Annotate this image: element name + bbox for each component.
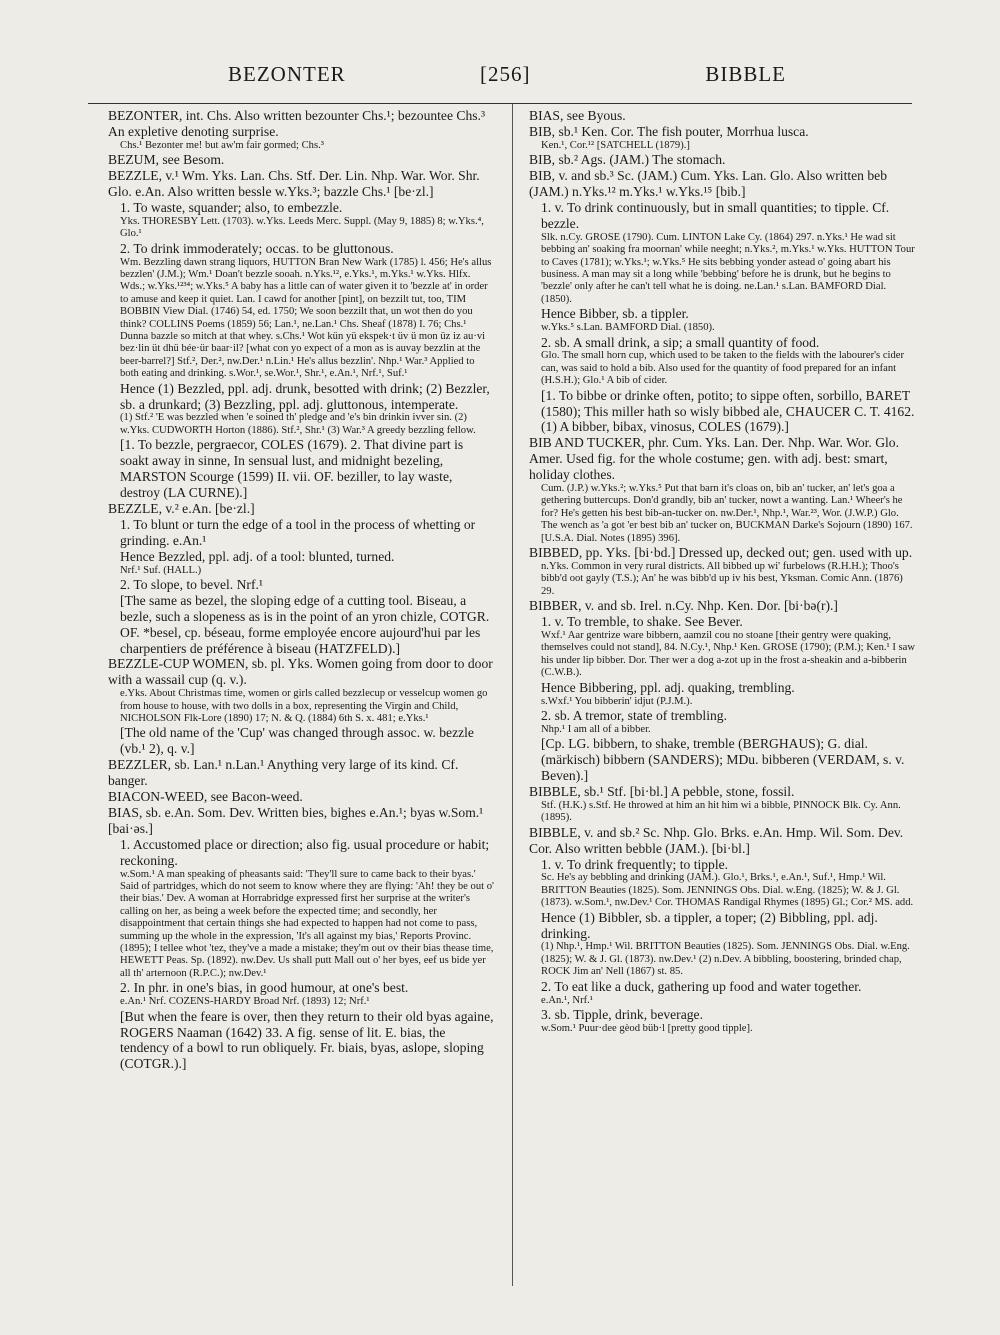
citation-block: e.An.¹ Nrf. COZENS-HARDY Broad Nrf. (1893) 12; Nrf.¹ [120, 996, 370, 1008]
citation-block: Cum. (J.P.) w.Yks.²; w.Yks.⁵ Put that barn it's cloas on, bib an' tucker, an' let's goa a gethering buttercups. Don'd grandly, bib an' tucker, nowt a wanting. Lan.¹ Wheer's he for? He's getten his best bib-an-tucker on. nw.Der.¹, Nhp.¹, War.²³, Wor. (J.W.P.) Glo. The wench as 'a got 'er best bib an' tucker on, BUCKMAN Darke's Sojourn (1890) 167. [U.S.A. Dial. Notes (1895) 396]. [541, 483, 913, 544]
citation-block: w.Yks.⁵ s.Lan. BAMFORD Dial. (1850). [541, 322, 715, 334]
right-column [529, 108, 915, 1035]
citation-block: Yks. THORESBY Lett. (1703). w.Yks. Leeds Merc. Suppl. (May 9, 1885) 8; w.Yks.⁴, Glo.¹ [120, 215, 484, 240]
left-column [108, 108, 494, 1072]
etymology-note: [The same as bezel, the sloping edge of a cutting tool. Biseau, a bezle, such a slopeness as is in the point of an yron chizle, COTGR. OF. *besel, cp. béseau, forme employée encore aujourd'hui par les charpentiers de préférence à biseau (HATZFELD).] [120, 592, 490, 656]
citation-block: (1) Nhp.¹, Hmp.¹ Wil. BRITTON Beauties (1825). Som. JENNINGS Obs. Dial. w.Eng. (1825); W. & J. Gl. (1873). nw.Dev.¹ (2) n.Dev. A bibbling, boostering, brinded chap, ROCK Jim an' Nell (1867) st. 85. [541, 941, 910, 978]
header-first-word: BEZONTER [228, 62, 346, 86]
dictionary-entry: BIB AND TUCKER, phr. Cum. Yks. Lan. Der. Nhp. War. Wor. Glo. Amer. Used fig. for the whole costume; gen. with adj. best: smart, holiday clothes. [529, 435, 900, 483]
sense-definition: Hence (1) Bibbler, sb. a tippler, a toper; (2) Bibbling, ppl. adj. drinking. [541, 909, 878, 941]
sense-definition: 2. In phr. in one's bias, in good humour, at one's best. [120, 980, 409, 996]
citation-block: Chs.¹ Bezonter me! but aw'm fair gormed; Chs.³ [120, 139, 324, 151]
citation-block: Wxf.¹ Aar gentrize ware bibbern, aamzil cou no stoane [their gentry were quaking, themselves could not stand], 84. N.Cy.¹, Nhp.¹ Ken. GROSE (1790); (P.M.); Ken.¹ I saw his under lip bibber. Dor. Ther wer a dog a-zot up in the frost a-sheakin and a-bibberin (C.W.B.). [541, 630, 915, 679]
sense-definition: Hence Bibber, sb. a tippler. [541, 306, 689, 322]
etymology-note: [1. To bibbe or drinke often, potito; to sippe often, sorbillo, BARET (1580); This miller hath so wisly bibbed ale, CHAUCER C. T. 4162. (1) A bibber, bibax, vinosus, COLES (1679).] [541, 387, 915, 435]
citation-block: e.An.¹, Nrf.¹ [541, 994, 593, 1006]
citation-block: Wm. Bezzling dawn strang liquors, HUTTON Bran New Wark (1785) l. 456; He's allus bezzlen' (J.M.); Wm.¹ Doan't bezzle sooah. n.Yks.¹², e.Yks.¹, m.Yks.¹ w.Yks. Hlfx. Wds.; w.Yks.¹²³⁴; w.Yks.⁵ A baby has a little can of water given it to 'bezzle at' in order to amuse and keep it quiet. Lan. I cawd for another [pint], on bezzilt tut, too, TIM BOBBIN View Dial. (1746) 54, ed. 1750; We soon bezzilt that, un wot then do you think? COLLINS Poems (1859) 56; Lan.¹, ne.Lan.¹ Chs. Sheaf (1878) I. 76; Chs.¹ Dunna bazzle so mitch at that whey. s.Chs.¹ Wot kün yü ekspek·t üv ü mon üz iz au·vi bez·lin üt dhü bée·ür baar·il? [what con yo expect of a mon as is auvay bezzlin at the beer-barrel?] Stf.², Der.², nw.Der.¹ n.Lin.¹ He's allus bezzlin'. Nhp.¹ War.³ Applied to both eating and drinking. s.Wor.¹, se.Wor.¹, Shr.¹, e.An.¹, Nrf.¹, Suf.¹ [120, 256, 492, 380]
etymology-note: [But when the feare is over, then they return to their old byas againe, ROGERS Naaman (1642) 33. A fig. sense of lit. E. bias, the tendency of a bowl to run obliquely. Fr. biais, byas, aslope, sloping (COTGR.).] [120, 1008, 494, 1072]
dictionary-entry: BIBBLE, sb.¹ Stf. [bi·bl.] A pebble, stone, fossil. [529, 784, 795, 799]
citation-block: Glo. The small horn cup, which used to be taken to the fields with the labourer's cider can, was said to hold a bib. Also used for the quantity of food prepared for an infant (H.S.H.); Glo.¹ A bib of cider. [541, 350, 904, 387]
citation-block: w.Som.¹ A man speaking of pheasants said: 'They'll sure to came back to their byas.' Said of partridges, which do not seem to know where they are flying: 'Ah! they be out o' their bias.' Dev. A woman at Horrabridge expressed first her surprise at the writer's calling on her, as being a week before the expected time; and secondly, her disappointment that certain things she had expected to happen had not come to pass, summing up the whole in the expression, 'It's all against my bias,' Reports Provinc. (1895); I tellee whot 'tez, they've a made a mistake; they'm out ov their bias thease time, HEWETT Peas. Sp. (1892). nw.Dev. Us shall putt Mall out o' her byes, eef us bide yer all th' arternoon (R.P.C.); nw.Dev.¹ [120, 868, 494, 979]
sense-definition: 1. v. To tremble, to shake. See Bever. [541, 614, 743, 630]
sense-definition: 1. To waste, squander; also, to embezzle. [120, 199, 343, 215]
dictionary-entry: BEZZLE-CUP WOMEN, sb. pl. Yks. Women going from door to door with a wassail cup (q. v.). [108, 656, 493, 688]
citation-block: Sc. He's ay bebbling and drinking (JAM.). Glo.¹, Brks.¹, e.An.¹, Suf.¹, Hmp.¹ Wil. BRITTON Beauties (1825). Som. JENNINGS Obs. Dial. w.Eng. (1825); W. & J. Gl. (1873). w.Som.¹, nw.Dev.¹ Cor. THOMAS Randigal Rhymes (1895) Gl.; Cor.² MS. add. [541, 872, 914, 909]
dictionary-entry: BEZZLE, v.¹ Wm. Yks. Lan. Chs. Stf. Der. Lin. Nhp. War. Wor. Shr. Glo. e.An. Also written bessle w.Yks.³; bazzle Chs.¹ [be·zl.] [108, 168, 480, 200]
citation-block: s.Wxf.¹ You bibberin' idjut (P.J.M.). [541, 695, 693, 707]
dictionary-entry: BIB, sb.¹ Ken. Cor. The fish pouter, Morrhua lusca. [529, 123, 809, 139]
header-last-word: BIBBLE [705, 62, 786, 86]
sense-definition: Hence Bibbering, ppl. adj. quaking, trembling. [541, 679, 795, 695]
header-rule [88, 103, 912, 104]
sense-definition: 2. To eat like a duck, gathering up food and water together. [541, 978, 862, 994]
citation-block: Ken.¹, Cor.¹² [SATCHELL (1879).] [541, 139, 690, 151]
sense-definition: 3. sb. Tipple, drink, beverage. [541, 1007, 703, 1022]
dictionary-entry: BEZONTER, int. Chs. Also written bezounter Chs.¹; bezountee Chs.³ An expletive denoting surprise. [108, 108, 486, 139]
etymology-note: [1. To bezzle, pergraecor, COLES (1679). 2. That divine part is soakt away in sinne, In sensual lust, and midnight bezeling, MARSTON Scourge (1599) II. vii. OF. beziller, to lay waste, destroy (LA CURNE).] [120, 437, 464, 500]
citation-block: Nhp.¹ I am all of a bibber. [541, 723, 651, 735]
dictionary-entry: BIB, v. and sb.³ Sc. (JAM.) Cum. Yks. Lan. Glo. Also written beb (JAM.) n.Yks.¹² m.Yks.¹ w.Yks.¹⁵ [bib.] [529, 168, 887, 200]
sense-definition: 1. Accustomed place or direction; also fig. usual procedure or habit; reckoning. [120, 836, 490, 868]
page-number: [256] [480, 62, 531, 86]
dictionary-entry: BIBBER, v. and sb. Irel. n.Cy. Nhp. Ken. Dor. [bi·bə(r).] [529, 598, 838, 614]
citation-block: w.Som.¹ Puur·dee gèod büb·l [pretty good tipple]. [541, 1022, 753, 1034]
sense-definition: 1. To blunt or turn the edge of a tool in the process of whetting or grinding. e.An.¹ [120, 516, 476, 548]
etymology-note: [Cp. LG. bibbern, to shake, tremble (BERGHAUS); G. dial. (märkisch) bibbern (SANDERS); MDu. bibberen (VERDAM, s. v. Beven).] [541, 736, 905, 784]
citation-block: n.Yks. Common in very rural districts. All bibbed up wi' furbelows (R.H.H.); Thoo's bibb'd oot gayly (T.S.); An' he was bibb'd up iv his best, Yksman. Comic Ann. (1876) 29. [541, 561, 903, 597]
sense-definition: 2. sb. A small drink, a sip; a small quantity of food. [541, 334, 820, 350]
citation-block: Nrf.¹ Suf. (HALL.) [120, 564, 202, 576]
dictionary-entry: BIBBLE, v. and sb.² Sc. Nhp. Glo. Brks. e.An. Hmp. Wil. Som. Dev. Cor. Also written bebble (JAM.). [bi·bl.] [529, 824, 904, 856]
sense-definition: 2. sb. A tremor, state of trembling. [541, 707, 727, 723]
dictionary-entry: BEZZLER, sb. Lan.¹ n.Lan.¹ Anything very large of its kind. Cf. banger. [108, 757, 459, 789]
citation-block: Stf. (H.K.) s.Stf. He throwed at him an hit him wi a bibble, PINNOCK Blk. Cy. Ann. (1895). [541, 799, 901, 824]
dictionary-entry: BIAS, see Byous. [529, 108, 626, 123]
sense-definition: 1. v. To drink frequently; to tipple. [541, 856, 729, 872]
citation-block: (1) Stf.² 'E was bezzled when 'e soined th' pledge and 'e's bin drinkin ivver sin. (2) w.Yks. CUDWORTH Horton (1886). Stf.², Shr.¹ (3) War.³ A greedy bezzling fellow. [120, 412, 476, 436]
sense-definition: 2. To slope, to bevel. Nrf.¹ [120, 576, 263, 592]
sense-definition: 2. To drink immoderately; occas. to be gluttonous. [120, 240, 394, 256]
sense-definition: 1. v. To drink continuously, but in small quantities; to tipple. Cf. bezzle. [541, 199, 890, 231]
sense-definition: Hence (1) Bezzled, ppl. adj. drunk, besotted with drink; (2) Bezzler, sb. a drunkard; (3) Bezzling, ppl. adj. gluttonous, intemperate. [120, 380, 490, 412]
dictionary-entry: BIBBED, pp. Yks. [bi·bd.] Dressed up, decked out; gen. used with up. [529, 545, 913, 561]
dictionary-entry: BEZZLE, v.² e.An. [be·zl.] [108, 500, 255, 516]
citation-block: Slk. n.Cy. GROSE (1790). Cum. LINTON Lake Cy. (1864) 297. n.Yks.¹ He wad sit bebbing an' soaking fra moornan' while neeght; n.Yks.², m.Yks.¹ w.Yks. HUTTON Tour to Caves (1781); w.Yks.¹; w.Yks.⁵ He sits bebbing yonder astead o' going abart his business. A man may sit a long while 'bebbing' before he is drunk, but he begins to 'bezzle' only after he can't tell what he is doing. ne.Lan.¹ s.Lan. BAMFORD Dial. (1850). [541, 231, 915, 305]
dictionary-entry: BIACON-WEED, see Bacon-weed. [108, 789, 303, 805]
dictionary-entry: BIAS, sb. e.An. Som. Dev. Written bies, bighes e.An.¹; byas w.Som.¹ [bai·əs.] [108, 805, 484, 836]
sense-definition: Hence Bezzled, ppl. adj. of a tool: blunted, turned. [120, 548, 395, 564]
etymology-note: [The old name of the 'Cup' was changed through assoc. w. bezzle (vb.¹ 2), q. v.] [120, 725, 474, 757]
running-header [88, 62, 912, 92]
column-divider [512, 104, 513, 1286]
citation-block: e.Yks. About Christmas time, women or girls called bezzlecup or vesselcup women go from house to house, with two dolls in a box, representing the Virgin and Child, NICHOLSON Flk-Lore (1890) 17; N. & Q. (1884) 6th S. x. 481; e.Yks.¹ [120, 688, 488, 725]
dictionary-entry: BIB, sb.² Ags. (JAM.) The stomach. [529, 152, 726, 168]
dictionary-entry: BEZUM, see Besom. [108, 152, 225, 168]
